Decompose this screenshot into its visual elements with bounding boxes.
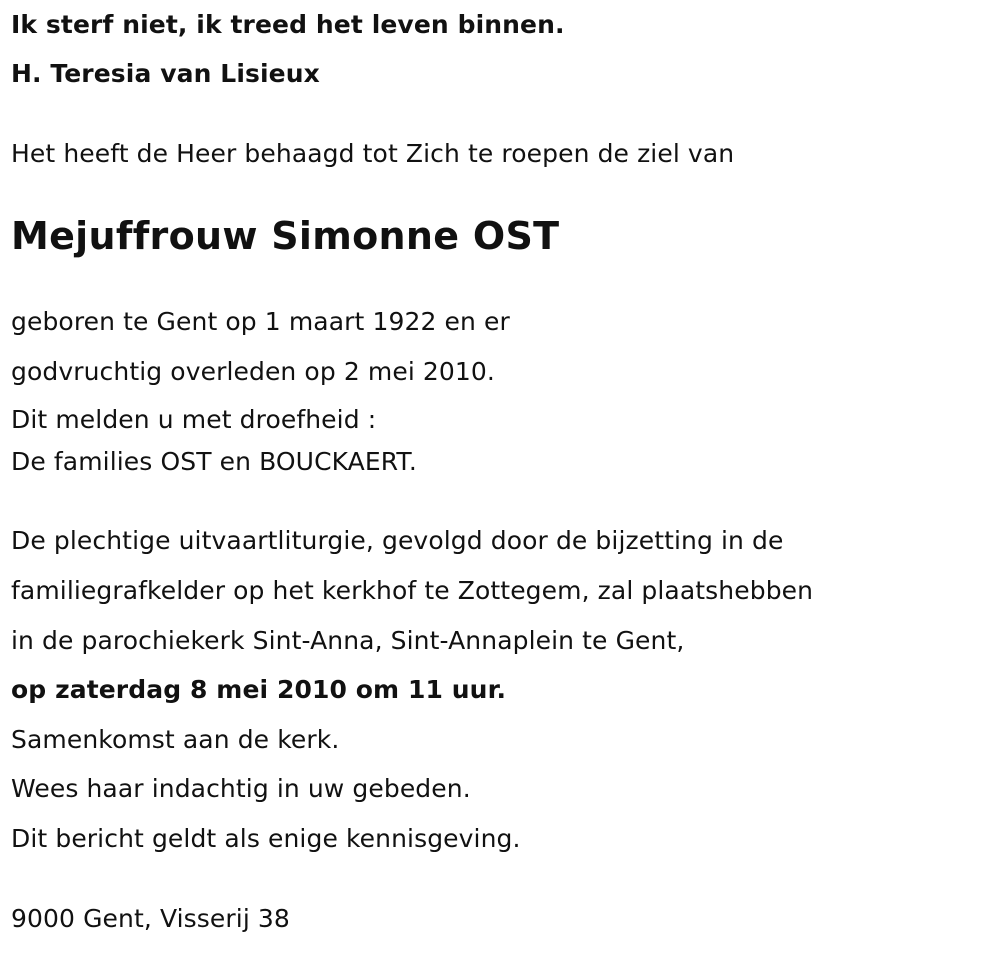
funeral-datetime: op zaterdag 8 mei 2010 om 11 uur. <box>11 675 507 704</box>
funeral-line-3: in de parochiekerk Sint-Anna, Sint-Annaplein te Gent, <box>11 626 685 655</box>
quote-author: H. Teresia van Lisieux <box>11 59 320 88</box>
funeral-line-2: familiegrafkelder op het kerkhof te Zottegem, zal plaatshebben <box>11 576 814 605</box>
birth-line: geboren te Gent op 1 maart 1922 en er <box>11 307 510 336</box>
address-line: 9000 Gent, Visserij 38 <box>11 904 290 933</box>
funeral-line-1: De plechtige uitvaartliturgie, gevolgd door de bijzetting in de <box>11 526 784 555</box>
quote-text: Ik sterf niet, ik treed het leven binnen. <box>11 10 565 39</box>
deceased-name: Mejuffrouw Simonne OST <box>11 214 560 258</box>
intro-text: Het heeft de Heer behaagd tot Zich te roepen de ziel van <box>11 139 735 168</box>
families-line: De families OST en BOUCKAERT. <box>11 447 417 476</box>
prayer-line: Wees haar indachtig in uw gebeden. <box>11 774 471 803</box>
gathering-line: Samenkomst aan de kerk. <box>11 725 340 754</box>
notice-line: Dit bericht geldt als enige kennisgeving. <box>11 824 521 853</box>
death-line: godvruchtig overleden op 2 mei 2010. <box>11 357 495 386</box>
announcement-line: Dit melden u met droefheid : <box>11 405 377 434</box>
